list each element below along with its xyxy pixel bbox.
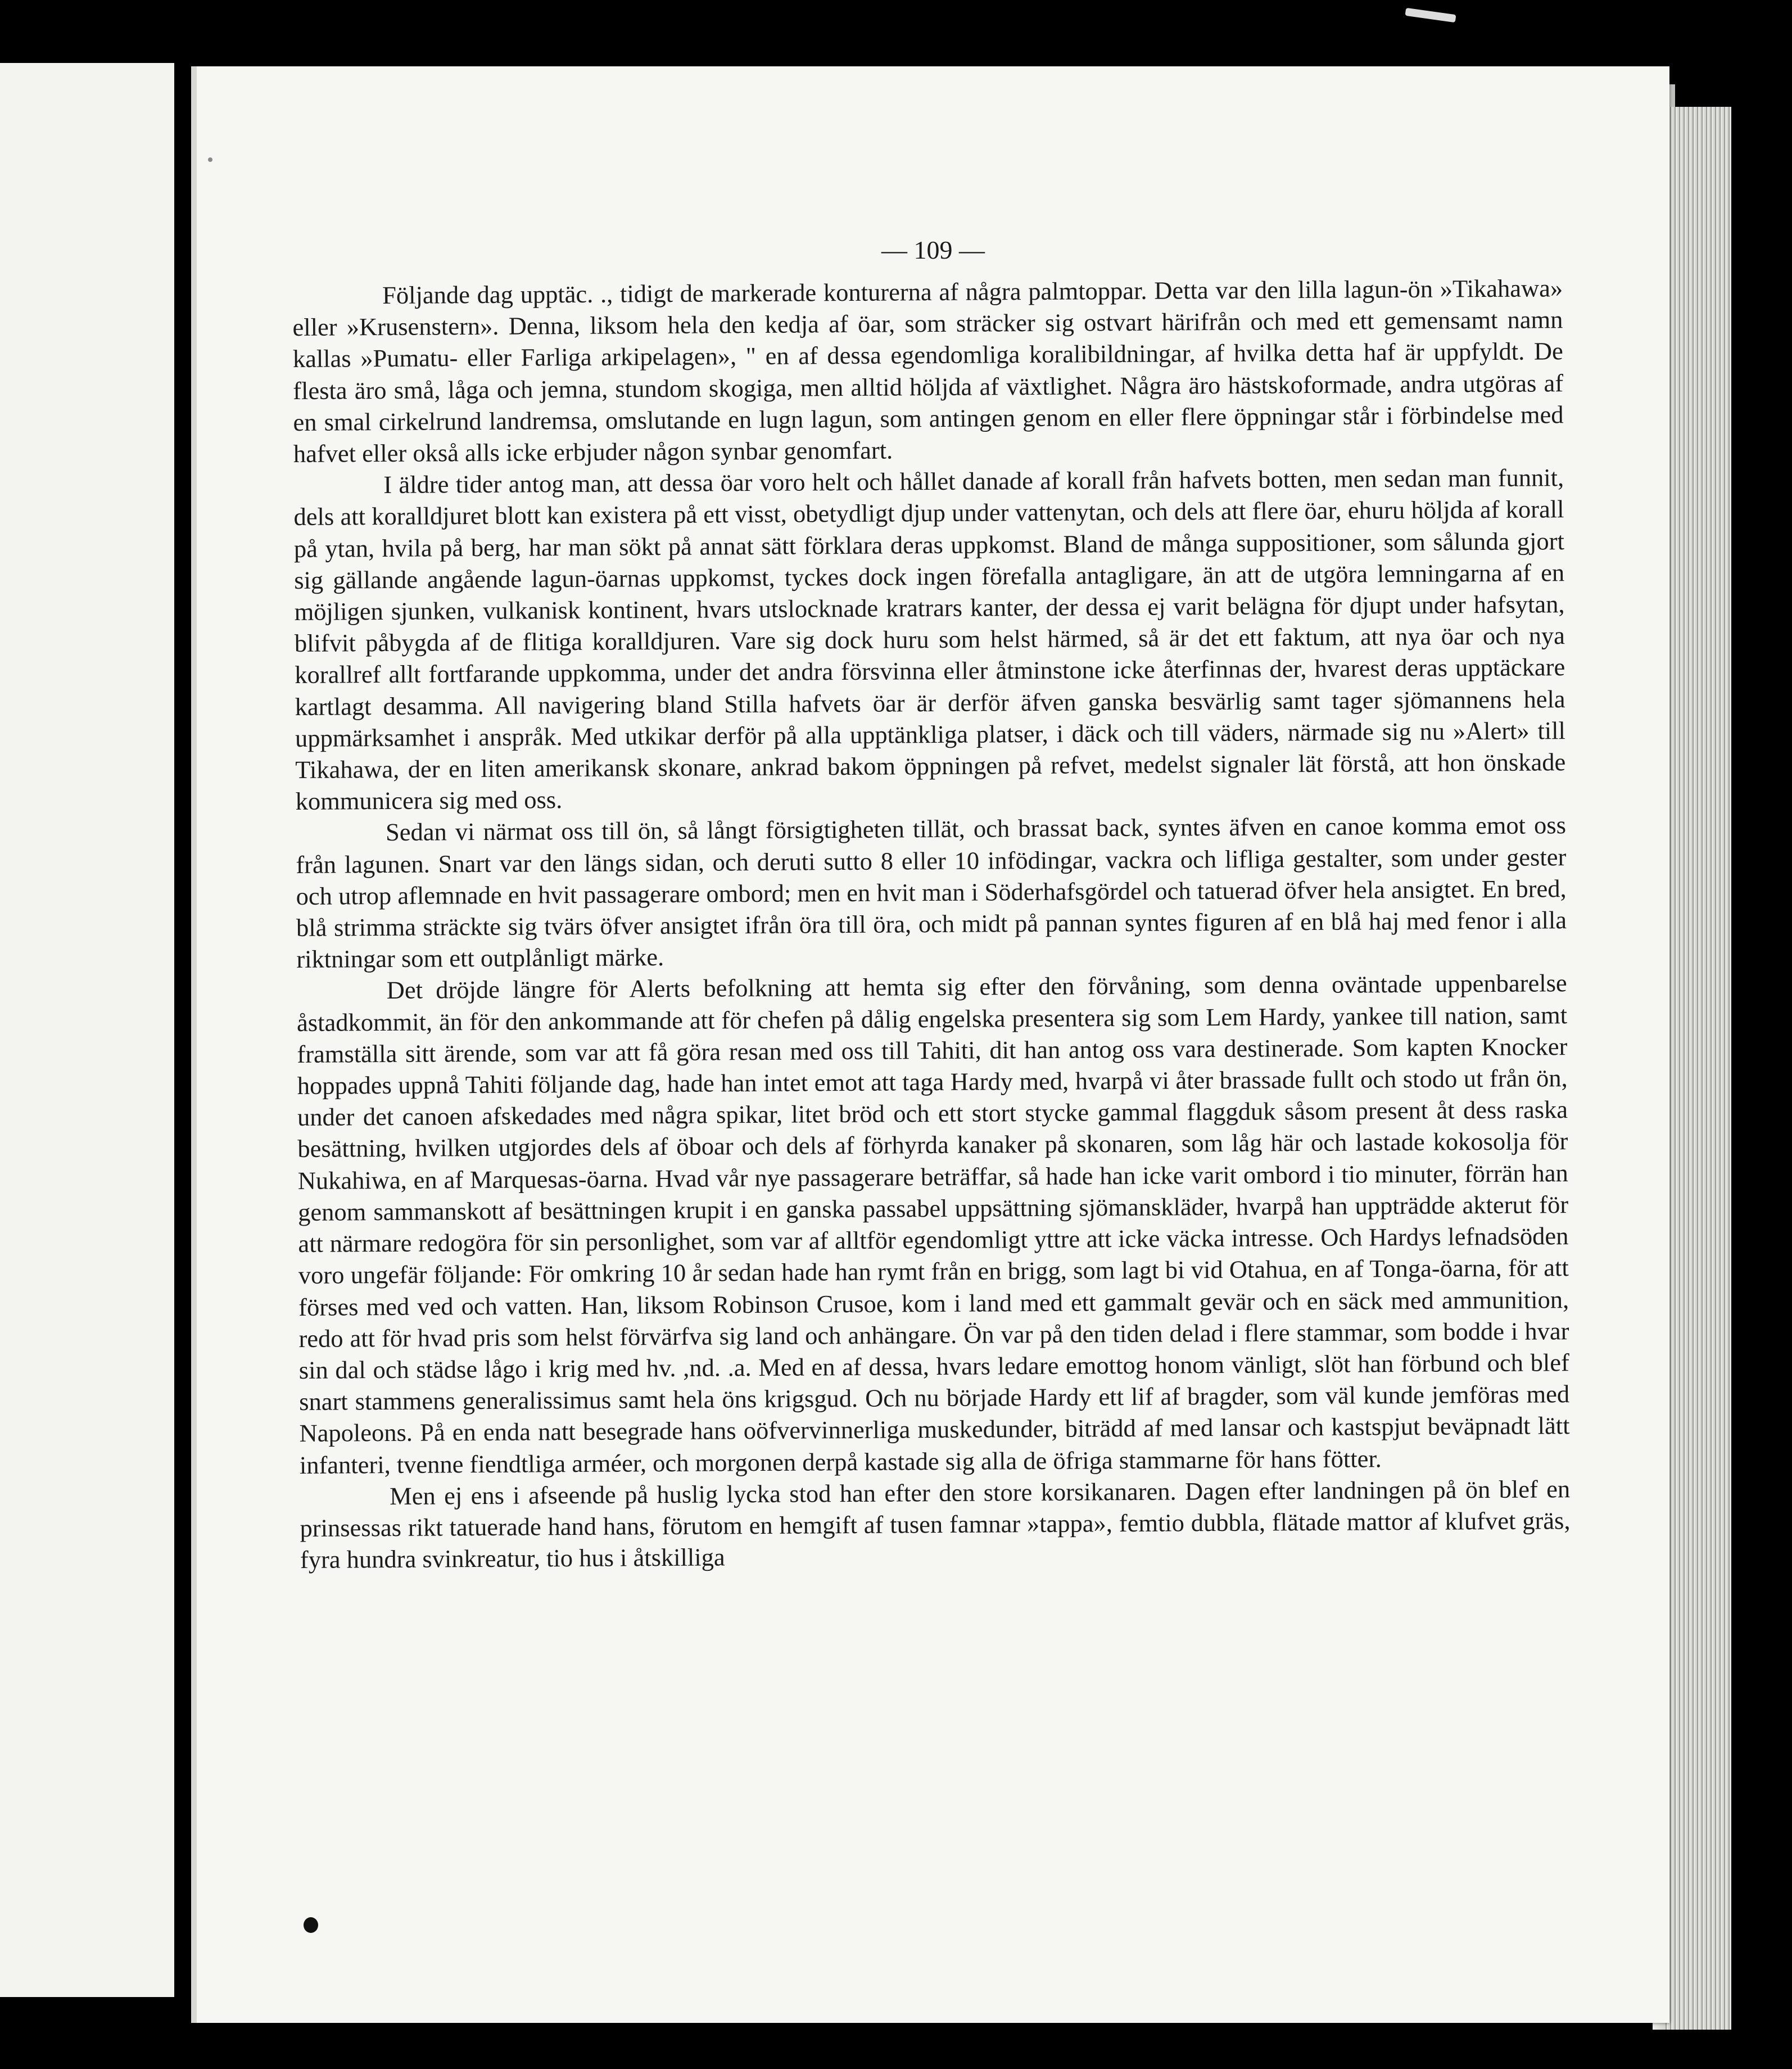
- left-page-fragment: [0, 63, 174, 1997]
- page-edges: [1664, 107, 1731, 2030]
- page-number: — 109 —: [881, 236, 985, 264]
- paragraph: I äldre tider antog man, att dessa öar voro helt och hållet danade af korall från hafvets botten, men sedan man funnit, dels att koralldjuret blott kan existera på ett visst, obetydligt djup under vattenytan, och dels att flere öar, ehuru höljda af korall på ytan, hvila på berg, har man sökt på annat sätt förklara deras uppkomst. Bland de många suppositioner, som sålunda gjort sig gällande angående lagun-öarnas uppkomst, tyckes dock ingen förefalla antagligare, än att de utgöra lemningarna af en möjligen sjunken, vulkanisk kontinent, hvars utslocknade kratrars kanter, der dessa ej varit belägna för djupt under hafsytan, blifvit påbygda af de flitiga koralldjuren. Vare sig dock huru som helst härmed, så är det ett faktum, att nya öar och nya korallref allt fortfarande uppkomma, under det andra försvinna eller åtminstone icke återfinnas der, hvarest deras upptäckare kartlagt desamma. All navigering bland Stilla hafvets öar är derför äfven ganska besvärlig samt tager sjömannens hela uppmärksamhet i anspråk. Med utkikar derför på alla upptänkliga platser, i däck och till väders, närmade sig nu »Alert» till Tikahawa, der en liten amerikansk skonare, ankrad bakom öppningen på refvet, medelst signaler lät förstå, att hon önskade kommunicera sig med oss.: [293, 463, 1566, 816]
- paragraph: Sedan vi närmat oss till ön, så långt försigtigheten tillät, och brassat back, syntes äfven en canoe komma emot oss från lagunen. Snart var den längs sidan, och deruti sutto 8 eller 10 infödingar, vackra och lifliga gestalter, som under gester och utrop aflemnade en hvit passagerare ombord; men en hvit man i Söderhafsgördel och tatuerad öfver hela ansigtet. En bred, blå strimma sträckte sig tvärs öfver ansigtet ifrån öra till öra, och midt på pannan syntes figuren af en blå haj med fenor i alla riktningar som ett outplånligt märke.: [296, 811, 1567, 974]
- paragraph: Följande dag upptäc. ., tidigt de markerade konturerna af några palmtoppar. Detta var den lilla lagun-ön »Tikahawa» eller »Krusenstern». Denna, liksom hela den kedja af öar, som sträcker sig ostvart härifrån och med ett gemensamt namn kallas »Pumatu- eller Farliga arkipelagen», " en af dessa egendomliga koralibildningar, af hvilka detta haf är uppfyldt. De flesta äro små, låga och jemna, stundom skogiga, men alltid höljda af växtlighet. Några äro hästskoformade, andra utgöras af en smal cirkelrund landremsa, omslutande en lugn lagun, som antingen genom en eller flere öppningar står i förbindelse med hafvet eller okså alls icke erbjuder någon synbar genomfart.: [292, 274, 1564, 468]
- book-page: [191, 66, 1669, 2023]
- scan-speck: [208, 157, 212, 162]
- paragraph: Det dröjde längre för Alerts befolkning att hemta sig efter den förvåning, som denna oväntade uppenbarelse åstadkommit, än för den ankommande att för chefen på dålig engelska presentera sig som Lem Hardy, yankee till nation, samt framställa sitt ärende, som var att få göra resan med oss till Tahiti, dit han antog oss vara destinerade. Som kapten Knocker hoppades uppnå Tahiti följande dag, hade han intet emot att taga Hardy med, hvarpå vi åter brassade fullt och stodo ut från ön, under det canoen afskedades med några spikar, litet bröd och ett stort stycke gammal flaggduk såsom present åt dess raska besättning, hvilken utgjordes dels af öboar och dels af förhyrda kanaker på skonaren, som låg här och lastade kokosolja för Nukahiwa, en af Marquesas-öarna. Hvad vår nye passagerare beträffar, så hade han icke varit ombord i tio minuter, förrän han genom sammanskott af besättningen krupit i en ganska passabel uppsättning sjömanskläder, hvarpå han uppträdde akterut för att närmare redogöra för sin personlighet, som var af alltför egendomligt yttre att icke väcka intresse. Och Hardys lefnadsöden voro ungefär följande: För omkring 10 år sedan hade han rymt från en brigg, som lagt bi vid Otahua, en af Tonga-öarna, för att förses med ved och vatten. Han, liksom Robinson Crusoe, kom i land med ett gammalt gevär och en säck med ammunition, redo att för hvad pris som helst förvärfva sig land och anhängare. Ön var på den tiden delad i flere stammar, som bodde i hvar sin dal och städse lågo i krig med hv. ,nd. .a. Med en af dessa, hvars ledare emottog honom vänligt, slöt han förbund och blef snart stammens generalissimus samt hela öns krigsgud. Och nu började Hardy ett lif af bragder, som väl kunde jemföras med Napoleons. På en enda natt besegrade hans oöfvervinnerliga muskedunder, biträdd af med lansar och kastspjut beväpnadt lätt infanteri, tvenne fiendtliga arméer, och morgonen derpå kastade sig alla de öfriga stammarne för hans fötter.: [296, 969, 1570, 1479]
- scan-speck: [304, 1917, 318, 1933]
- scan-speck: [1405, 8, 1456, 22]
- body-text: [292, 272, 1571, 1575]
- paragraph: Men ej ens i afseende på huslig lycka stod han efter den store korsikanaren. Dagen efter landningen på ön blef en prinsessas rikt tatuerade hand hans, förutom en hemgift af tusen famnar »tappa», femtio dubbla, flätade mattor af klufvet gräs, fyra hundra svinkreatur, tio hus i åtskilliga: [300, 1474, 1571, 1574]
